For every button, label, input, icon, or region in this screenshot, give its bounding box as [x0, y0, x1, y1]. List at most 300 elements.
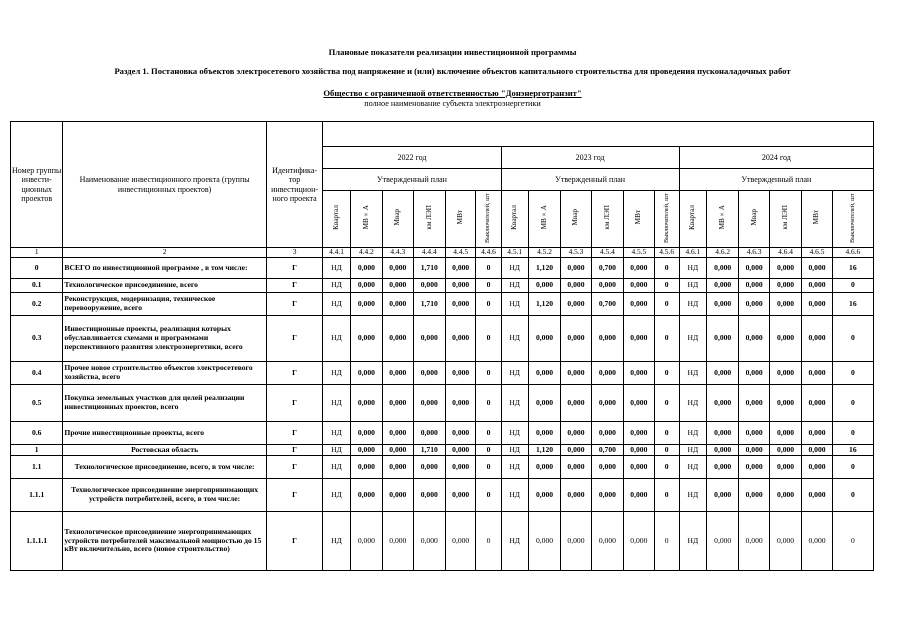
row-value: НД: [679, 362, 706, 385]
column-code: 4.5.3: [561, 248, 591, 258]
row-value: 0: [476, 479, 501, 512]
row-number: 0.2: [11, 293, 63, 316]
row-value: 0: [654, 258, 679, 279]
row-value: 0,000: [624, 422, 654, 445]
row-value: 0,000: [413, 385, 445, 422]
row-value: 1,120: [528, 258, 560, 279]
row-value: 0,000: [706, 456, 738, 479]
row-value: НД: [323, 445, 350, 456]
column-code: 4.6.5: [802, 248, 832, 258]
row-value: НД: [679, 258, 706, 279]
row-value: 0,000: [624, 512, 654, 571]
row-value: 0,000: [802, 456, 832, 479]
row-value: 0,700: [591, 445, 623, 456]
row-value: 0,000: [446, 422, 476, 445]
table-row: [11, 279, 874, 293]
row-value: 0,000: [383, 316, 413, 362]
row-name: Прочие инвестиционные проекты, всего: [63, 422, 266, 445]
row-value: НД: [323, 479, 350, 512]
row-value: 0,000: [446, 445, 476, 456]
row-value: 0: [832, 512, 873, 571]
row-value: 0,000: [591, 512, 623, 571]
row-value: 0,000: [383, 258, 413, 279]
header-subcol-label: Мвар: [393, 209, 402, 226]
row-value: 0,000: [739, 512, 769, 571]
row-value: 0,000: [802, 479, 832, 512]
row-number: 0.6: [11, 422, 63, 445]
row-value: 0,000: [706, 258, 738, 279]
row-value: 0: [832, 362, 873, 385]
header-subcol: [528, 191, 560, 248]
row-value: 0,000: [769, 422, 801, 445]
row-value: 0,000: [383, 422, 413, 445]
row-name: Прочее новое строительство объектов электросетевого хозяйства, всего: [63, 362, 266, 385]
header-subcol: [476, 191, 501, 248]
row-value: 0,000: [350, 258, 382, 279]
row-value: 0,000: [350, 479, 382, 512]
row-value: НД: [323, 456, 350, 479]
row-value: НД: [679, 456, 706, 479]
header-subcol-label: МВ×А: [361, 205, 370, 230]
row-value: 0,000: [769, 445, 801, 456]
row-value: 0,700: [591, 258, 623, 279]
row-value: 0,000: [561, 258, 591, 279]
document-title: Плановые показатели реализации инвестиционной программы: [328, 47, 577, 57]
header-subcol: [561, 191, 591, 248]
row-value: НД: [323, 258, 350, 279]
row-identifier: Г: [266, 479, 323, 512]
row-value: 0,000: [413, 479, 445, 512]
column-code: 4.4.2: [350, 248, 382, 258]
row-value: 0: [832, 479, 873, 512]
row-value: 0,000: [739, 293, 769, 316]
row-value: НД: [501, 456, 528, 479]
row-value: 0,000: [446, 279, 476, 293]
row-value: 0,000: [769, 479, 801, 512]
row-value: 0,000: [624, 445, 654, 456]
column-code: 4.4.6: [476, 248, 501, 258]
row-value: НД: [501, 385, 528, 422]
row-value: 0,000: [624, 258, 654, 279]
row-number: 0.4: [11, 362, 63, 385]
row-value: 0,000: [591, 279, 623, 293]
column-code: 4.4.3: [383, 248, 413, 258]
row-value: 0: [476, 316, 501, 362]
row-value: 1,710: [413, 445, 445, 456]
row-value: 0,000: [769, 258, 801, 279]
row-value: 0: [476, 279, 501, 293]
row-value: НД: [501, 362, 528, 385]
row-value: 0,000: [561, 445, 591, 456]
header-subcol-label: МВт: [456, 210, 465, 225]
row-value: 0: [654, 479, 679, 512]
header-subcol: [769, 191, 801, 248]
row-value: 0,000: [413, 316, 445, 362]
table-row: [11, 445, 874, 456]
column-code: 4.6.6: [832, 248, 873, 258]
row-value: 0,000: [383, 362, 413, 385]
header-subcol-label: МВ×А: [718, 205, 727, 230]
company-name: Общество с ограниченной ответственностью "Донэнерготранзит": [323, 88, 582, 98]
row-value: 16: [832, 258, 873, 279]
row-value: 0,000: [350, 279, 382, 293]
row-value: НД: [323, 293, 350, 316]
row-value: 0,000: [350, 512, 382, 571]
column-code: 4.6.1: [679, 248, 706, 258]
row-identifier: Г: [266, 316, 323, 362]
row-value: 0,000: [802, 445, 832, 456]
row-identifier: Г: [266, 456, 323, 479]
header-subcol-label: МВт: [812, 210, 821, 225]
row-name: Инвестиционные проекты, реализация которых обуславливается схемами и программами перспективного развития электроэнергетики, всего: [63, 316, 266, 362]
row-value: 0: [654, 279, 679, 293]
header-subcol: [446, 191, 476, 248]
row-value: 0,000: [591, 316, 623, 362]
table-row: [11, 512, 874, 571]
row-identifier: Г: [266, 385, 323, 422]
row-value: 0,000: [528, 362, 560, 385]
row-value: 0,000: [739, 422, 769, 445]
row-value: 0,000: [350, 362, 382, 385]
row-value: 0: [654, 362, 679, 385]
column-code: 4.4.1: [323, 248, 350, 258]
row-value: 0: [654, 385, 679, 422]
row-value: 0,000: [624, 279, 654, 293]
column-code: 4.6.2: [706, 248, 738, 258]
row-value: 0: [476, 362, 501, 385]
header-blank: [323, 122, 874, 147]
row-value: 0,000: [350, 456, 382, 479]
row-value: 0,000: [802, 293, 832, 316]
table-row: [11, 293, 874, 316]
column-code: 4.4.4: [413, 248, 445, 258]
header-subcol-label: Мвар: [749, 209, 758, 226]
row-value: 0,000: [739, 385, 769, 422]
header-subcol: [739, 191, 769, 248]
row-value: 0,000: [350, 293, 382, 316]
row-value: 0,000: [383, 385, 413, 422]
row-identifier: Г: [266, 362, 323, 385]
row-value: 0,000: [350, 385, 382, 422]
header-subcol: [624, 191, 654, 248]
row-value: 0,000: [446, 385, 476, 422]
row-value: 0,000: [528, 316, 560, 362]
row-value: 0,000: [591, 456, 623, 479]
row-value: 0,000: [383, 445, 413, 456]
column-number: 3: [266, 248, 323, 258]
row-name: Технологическое присоединение, всего, в том числе:: [63, 456, 266, 479]
row-value: 0,000: [591, 385, 623, 422]
row-value: 0,000: [413, 512, 445, 571]
row-value: 0,000: [528, 279, 560, 293]
row-value: 0,000: [802, 258, 832, 279]
row-value: НД: [679, 316, 706, 362]
column-code: 4.5.5: [624, 248, 654, 258]
header-subcol: [802, 191, 832, 248]
row-value: НД: [501, 279, 528, 293]
header-subcol-label: Выключателей, шт: [848, 192, 856, 243]
row-value: 0,000: [383, 293, 413, 316]
header-row-top: [11, 122, 874, 147]
row-value: 0,000: [739, 279, 769, 293]
header-subcol-label: Выключателей, шт: [662, 192, 670, 243]
row-value: 0: [476, 512, 501, 571]
row-value: НД: [323, 422, 350, 445]
row-number: 1.1.1: [11, 479, 63, 512]
header-subcol-label: км ЛЭП: [424, 205, 433, 230]
row-value: 0,000: [769, 456, 801, 479]
row-value: 0,000: [383, 512, 413, 571]
row-value: 0,000: [706, 293, 738, 316]
section-title: Раздел 1. Постановка объектов электросетевого хозяйства под напряжение и (или) включение объектов капитального строительства для проведения пусконаладочных работ: [114, 66, 791, 76]
row-value: 0,000: [706, 445, 738, 456]
row-value: НД: [323, 385, 350, 422]
row-value: НД: [679, 385, 706, 422]
row-value: 0,700: [591, 293, 623, 316]
row-value: НД: [679, 279, 706, 293]
row-number: 0.1: [11, 279, 63, 293]
row-value: 0,000: [769, 362, 801, 385]
row-value: 0: [832, 279, 873, 293]
header-subcol-label: Выключателей, шт: [484, 192, 492, 243]
investment-table: [10, 121, 874, 571]
row-value: 0,000: [561, 293, 591, 316]
row-value: НД: [501, 293, 528, 316]
row-identifier: Г: [266, 258, 323, 279]
row-value: 0,000: [528, 422, 560, 445]
row-value: 0,000: [413, 362, 445, 385]
row-value: 1,120: [528, 293, 560, 316]
row-number: 0.5: [11, 385, 63, 422]
row-value: 0,000: [383, 279, 413, 293]
row-value: 0,000: [624, 479, 654, 512]
row-value: 0,000: [413, 456, 445, 479]
row-value: 0,000: [528, 385, 560, 422]
row-value: 0,000: [802, 362, 832, 385]
row-value: 0: [476, 293, 501, 316]
row-value: 0,000: [802, 385, 832, 422]
row-value: 0: [832, 422, 873, 445]
row-value: 0,000: [739, 362, 769, 385]
row-value: 0: [476, 445, 501, 456]
row-value: 1,710: [413, 293, 445, 316]
row-value: НД: [501, 422, 528, 445]
row-value: НД: [323, 362, 350, 385]
row-value: 0,000: [561, 385, 591, 422]
row-value: 0,000: [446, 258, 476, 279]
row-value: 16: [832, 445, 873, 456]
row-value: НД: [501, 479, 528, 512]
row-number: 0: [11, 258, 63, 279]
table-row: [11, 479, 874, 512]
row-value: 0: [832, 316, 873, 362]
row-value: 0,000: [739, 445, 769, 456]
row-value: НД: [323, 279, 350, 293]
row-value: 0,000: [446, 456, 476, 479]
header-subcol-label: МВт: [634, 210, 643, 225]
row-identifier: Г: [266, 279, 323, 293]
header-year-2024: 2024 год: [679, 147, 873, 169]
column-code: 4.4.5: [446, 248, 476, 258]
row-value: 0,000: [446, 362, 476, 385]
header-subcol: [832, 191, 873, 248]
column-code: 4.6.3: [739, 248, 769, 258]
row-name: ВСЕГО по инвестиционной программе , в том числе:: [63, 258, 266, 279]
row-value: 0,000: [350, 422, 382, 445]
row-identifier: Г: [266, 445, 323, 456]
row-value: НД: [501, 512, 528, 571]
row-value: 0,000: [561, 316, 591, 362]
row-value: 0,000: [802, 279, 832, 293]
header-subcol: [501, 191, 528, 248]
row-value: 0,000: [446, 316, 476, 362]
row-value: НД: [501, 445, 528, 456]
row-value: 0,000: [383, 479, 413, 512]
header-subcol: [383, 191, 413, 248]
header-subcol-label: МВ×А: [539, 205, 548, 230]
row-value: 0,000: [446, 512, 476, 571]
row-value: 0,000: [624, 456, 654, 479]
table-row: [11, 422, 874, 445]
row-value: 1,710: [413, 258, 445, 279]
column-code: 4.5.2: [528, 248, 560, 258]
row-value: 0,000: [561, 479, 591, 512]
row-value: НД: [679, 479, 706, 512]
row-value: 0: [832, 456, 873, 479]
row-name: Покупка земельных участков для целей реализации инвестиционных проектов, всего: [63, 385, 266, 422]
row-value: 0,000: [706, 316, 738, 362]
row-value: 0: [654, 316, 679, 362]
header-subcol-label: Квартал: [688, 205, 697, 231]
row-value: 0,000: [561, 456, 591, 479]
row-value: 0: [654, 422, 679, 445]
row-name: Технологическое присоединение, всего: [63, 279, 266, 293]
row-value: 0,000: [591, 422, 623, 445]
column-code: 4.5.6: [654, 248, 679, 258]
header-subcol-label: Квартал: [510, 205, 519, 231]
header-subcol: [323, 191, 350, 248]
row-value: 0,000: [624, 316, 654, 362]
row-value: 0,000: [624, 293, 654, 316]
row-value: НД: [679, 445, 706, 456]
row-number: 1.1: [11, 456, 63, 479]
row-identifier: Г: [266, 293, 323, 316]
row-value: 0: [654, 445, 679, 456]
row-identifier: Г: [266, 512, 323, 571]
row-value: 0: [476, 258, 501, 279]
header-group-number: Номер группы инвести- ционных проектов: [11, 122, 63, 248]
row-value: 0,000: [769, 385, 801, 422]
row-value: 0: [476, 385, 501, 422]
row-value: 0,000: [802, 422, 832, 445]
row-value: 0,000: [706, 512, 738, 571]
row-value: 0,000: [561, 279, 591, 293]
row-value: 0,000: [350, 316, 382, 362]
row-value: 0,000: [706, 385, 738, 422]
row-number: 0.3: [11, 316, 63, 362]
header-identifier: Идентифика- тор инвестицион- ного проекта: [266, 122, 323, 248]
row-name: Реконструкция, модернизация, техническое перевооружение, всего: [63, 293, 266, 316]
row-value: НД: [679, 293, 706, 316]
header-plan-2023: Утвержденный план: [501, 169, 679, 191]
row-value: 0: [476, 456, 501, 479]
row-value: 0,000: [802, 512, 832, 571]
header-subcol-label: км ЛЭП: [602, 205, 611, 230]
header-year-2022: 2022 год: [323, 147, 501, 169]
row-value: НД: [679, 422, 706, 445]
row-value: 0,000: [706, 479, 738, 512]
header-subcol: [413, 191, 445, 248]
row-number: 1: [11, 445, 63, 456]
row-value: 0,000: [706, 362, 738, 385]
row-name: Технологическое присоединение энергопринимающих устройств потребителей, всего, в том числе:: [63, 479, 266, 512]
header-subcol-label: км ЛЭП: [780, 205, 789, 230]
row-value: 0,000: [739, 258, 769, 279]
row-value: 0,000: [591, 362, 623, 385]
row-value: 0,000: [624, 385, 654, 422]
table-row: [11, 362, 874, 385]
column-number: 1: [11, 248, 63, 258]
table-row: [11, 316, 874, 362]
header-subcol: [350, 191, 382, 248]
row-value: 0,000: [802, 316, 832, 362]
table-row: [11, 385, 874, 422]
row-value: 0,000: [706, 422, 738, 445]
row-value: 0,000: [413, 279, 445, 293]
row-value: 0,000: [528, 456, 560, 479]
header-subcol: [654, 191, 679, 248]
row-value: 0,000: [739, 316, 769, 362]
row-number: 1.1.1.1: [11, 512, 63, 571]
header-subcol-label: Квартал: [331, 205, 340, 231]
header-subcol: [706, 191, 738, 248]
row-value: 0,000: [413, 422, 445, 445]
header-project-name: Наименование инвестиционного проекта (группы инвестиционных проектов): [63, 122, 266, 248]
column-number-row: [11, 248, 874, 258]
column-number: 2: [63, 248, 266, 258]
row-value: 0: [654, 456, 679, 479]
row-value: 0: [654, 512, 679, 571]
row-value: 0,000: [769, 293, 801, 316]
row-value: 0: [832, 385, 873, 422]
row-value: 0,000: [591, 479, 623, 512]
column-code: 4.5.1: [501, 248, 528, 258]
column-code: 4.6.4: [769, 248, 801, 258]
row-value: НД: [679, 512, 706, 571]
row-name: Ростовская область: [63, 445, 266, 456]
row-value: 0: [476, 422, 501, 445]
header-year-2023: 2023 год: [501, 147, 679, 169]
row-value: 0,000: [769, 512, 801, 571]
row-value: 0,000: [561, 422, 591, 445]
row-value: НД: [501, 316, 528, 362]
row-value: 0,000: [739, 456, 769, 479]
row-value: 0,000: [561, 512, 591, 571]
row-value: 0,000: [350, 445, 382, 456]
row-value: НД: [323, 512, 350, 571]
header-subcol-label: Мвар: [571, 209, 580, 226]
row-value: 1,120: [528, 445, 560, 456]
row-identifier: Г: [266, 422, 323, 445]
row-value: 0,000: [528, 512, 560, 571]
header-plan-2022: Утвержденный план: [323, 169, 501, 191]
row-value: 16: [832, 293, 873, 316]
column-code: 4.5.4: [591, 248, 623, 258]
row-value: 0,000: [528, 479, 560, 512]
row-value: 0,000: [769, 316, 801, 362]
company-caption: полное наименование субъекта электроэнергетики: [364, 99, 541, 108]
row-value: 0,000: [769, 279, 801, 293]
